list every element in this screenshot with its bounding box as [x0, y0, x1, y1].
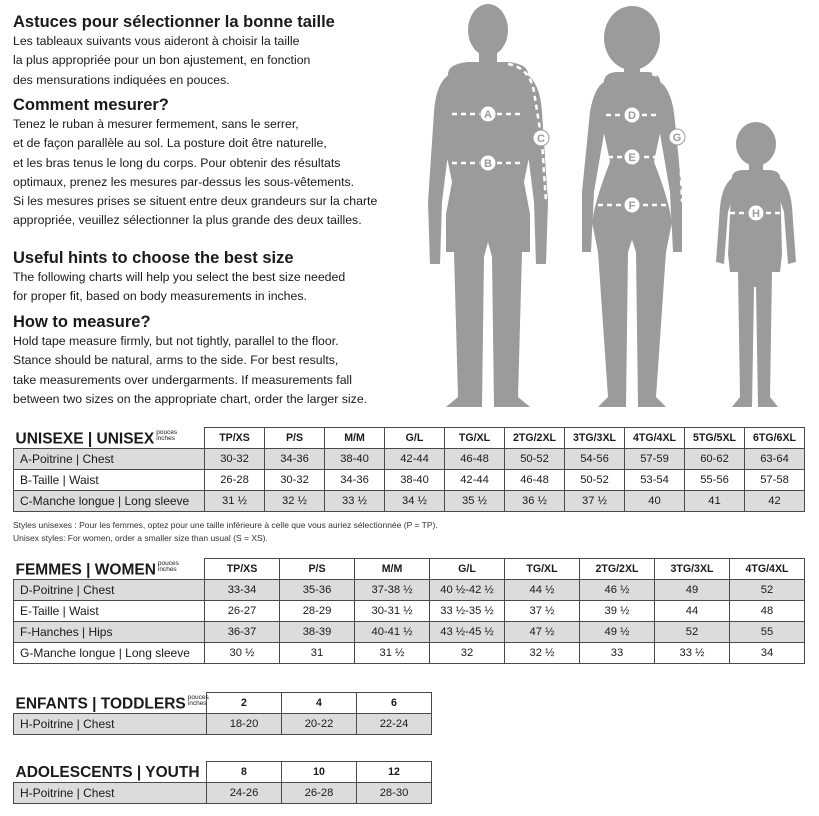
en-measure-line: Hold tape measure firmly, but not tightly, parallel to the floor. — [13, 334, 339, 348]
table-cell: 33 — [580, 643, 655, 664]
en-measure-block — [13, 312, 413, 409]
table-cell: 37 ½ — [505, 601, 580, 622]
table-cell: 32 ½ — [265, 491, 325, 512]
units-fr: pouces — [156, 428, 178, 436]
table-cell: 35-36 — [280, 580, 355, 601]
en-measure-title: How to measure? — [13, 313, 151, 331]
size-header: 5TG/5XL — [685, 428, 745, 449]
marker-label: H — [752, 208, 760, 220]
en-intro-line: for proper fit, based on body measurements in inches. — [13, 289, 307, 304]
marker-label: B — [484, 158, 492, 170]
size-header: 4TG/4XL — [730, 559, 805, 580]
table-cell: 41 — [685, 491, 745, 512]
table-cell: 54-56 — [565, 449, 625, 470]
size-header: P/S — [265, 428, 325, 449]
row-label: H-Poitrine | Chest — [14, 783, 207, 804]
fr-measure-block — [13, 95, 413, 231]
table-cell: 24-26 — [207, 783, 282, 804]
table-cell: 38-39 — [280, 622, 355, 643]
units-fr: pouces — [157, 559, 179, 567]
table-cell: 49 ½ — [580, 622, 655, 643]
table-cell: 40 — [625, 491, 685, 512]
table-title — [14, 693, 207, 714]
table-cell: 26-27 — [205, 601, 280, 622]
table-title — [14, 428, 205, 449]
en-hints-block — [13, 248, 413, 307]
table-title-text: FEMMES | WOMEN — [15, 561, 156, 578]
table-cell: 39 ½ — [580, 601, 655, 622]
marker-a — [480, 106, 496, 122]
table-cell: 50-52 — [505, 449, 565, 470]
row-label: D-Poitrine | Chest — [14, 580, 205, 601]
fr-intro-line: Les tableaux suivants vous aideront à choisir la taille — [13, 34, 300, 48]
table-cell: 30-31 ½ — [355, 601, 430, 622]
marker-label: D — [628, 110, 636, 122]
table-cell: 49 — [655, 580, 730, 601]
row-label: H-Poitrine | Chest — [14, 714, 207, 735]
fr-measure-line: appropriée, veuillez sélectionner la plus grande des deux tailles. — [13, 213, 362, 228]
table-row — [14, 470, 805, 491]
table-cell: 34-36 — [265, 449, 325, 470]
units-fr: pouces — [187, 693, 209, 701]
table-cell: 40 ½-42 ½ — [430, 580, 505, 601]
table-cell: 37-38 ½ — [355, 580, 430, 601]
marker-label: E — [628, 152, 636, 164]
table-cell: 47 ½ — [505, 622, 580, 643]
en-hints-title: Useful hints to choose the best size — [13, 249, 294, 267]
size-header: 8 — [207, 762, 282, 783]
size-header: TG/XL — [505, 559, 580, 580]
marker-h — [748, 205, 764, 221]
marker-d — [624, 107, 640, 123]
table-row — [14, 491, 805, 512]
fr-measure-line: Si les mesures prises se situent entre deux grandeurs sur la charte — [13, 194, 378, 209]
units-en: inches — [157, 566, 177, 573]
table-title — [14, 559, 205, 580]
table-cell: 46 ½ — [580, 580, 655, 601]
table-cell: 55 — [730, 622, 805, 643]
table-cell: 36-37 — [205, 622, 280, 643]
table-cell: 32 ½ — [505, 643, 580, 664]
size-header: 2 — [207, 693, 282, 714]
en-measure-line: Stance should be natural, arms to the side. For best results, — [13, 353, 339, 368]
fr-intro-text — [13, 32, 413, 90]
size-header: M/M — [325, 428, 385, 449]
size-header: TP/XS — [205, 428, 265, 449]
table-row — [14, 601, 805, 622]
table-cell: 26-28 — [205, 470, 265, 491]
table-title: ADOLESCENTS | YOUTH — [15, 764, 200, 781]
size-header: 6TG/6XL — [745, 428, 805, 449]
table-cell: 31 ½ — [205, 491, 265, 512]
table-cell: 33 ½-35 ½ — [430, 601, 505, 622]
row-label: G-Manche longue | Long sleeve — [14, 643, 205, 664]
size-header: 4TG/4XL — [625, 428, 685, 449]
table-cell: 34-36 — [325, 470, 385, 491]
table-cell: 18-20 — [207, 714, 282, 735]
units-en: inches — [156, 435, 176, 442]
toddlers-size-table — [13, 692, 432, 735]
table-cell: 20-22 — [282, 714, 357, 735]
size-header: TG/XL — [445, 428, 505, 449]
table-row — [14, 643, 805, 664]
fr-measure-text — [13, 115, 413, 231]
youth-size-table — [13, 761, 432, 804]
en-intro-line: The following charts will help you select the best size needed — [13, 270, 346, 284]
marker-b — [480, 155, 496, 171]
table-cell: 63-64 — [745, 449, 805, 470]
marker-c — [533, 130, 549, 146]
marker-label: A — [484, 109, 492, 121]
size-header: 4 — [282, 693, 357, 714]
table-cell: 28-29 — [280, 601, 355, 622]
size-header: 2TG/2XL — [580, 559, 655, 580]
size-header: G/L — [385, 428, 445, 449]
size-header: 3TG/3XL — [655, 559, 730, 580]
table-row — [14, 580, 805, 601]
table-cell: 30-32 — [205, 449, 265, 470]
fr-intro-line: la plus appropriée pour un bon ajustement, en fonction — [13, 53, 311, 68]
table-cell: 42-44 — [385, 449, 445, 470]
table-cell: 38-40 — [385, 470, 445, 491]
row-label: A-Poitrine | Chest — [14, 449, 205, 470]
table-cell: 57-59 — [625, 449, 685, 470]
table-title-text: ENFANTS | TODDLERS — [15, 695, 186, 712]
table-cell: 48 — [730, 601, 805, 622]
table-cell: 32 — [430, 643, 505, 664]
fr-measure-line: optimaux, prenez les mesures par-dessus les sous-vêtements. — [13, 174, 355, 189]
fr-measure-line: Tenez le ruban à mesurer fermement, sans le serrer, — [13, 117, 299, 131]
table-cell: 30-32 — [265, 470, 325, 491]
table-cell: 31 ½ — [355, 643, 430, 664]
table-cell: 44 ½ — [505, 580, 580, 601]
size-header: M/M — [355, 559, 430, 580]
size-header: 2TG/2XL — [505, 428, 565, 449]
en-measure-line: take measurements over undergarments. If measurements fall — [13, 372, 352, 387]
table-cell: 60-62 — [685, 449, 745, 470]
table-cell: 46-48 — [505, 470, 565, 491]
table-cell: 57-58 — [745, 470, 805, 491]
row-label: B-Taille | Waist — [14, 470, 205, 491]
marker-label: F — [628, 200, 636, 212]
table-cell: 35 ½ — [445, 491, 505, 512]
table-cell: 50-52 — [565, 470, 625, 491]
table-row — [14, 622, 805, 643]
marker-e — [624, 149, 640, 165]
table-cell: 43 ½-45 ½ — [430, 622, 505, 643]
row-label: E-Taille | Waist — [14, 601, 205, 622]
row-label: C-Manche longue | Long sleeve — [14, 491, 205, 512]
size-header: TP/XS — [205, 559, 280, 580]
table-row — [14, 714, 432, 735]
table-cell: 33-34 — [205, 580, 280, 601]
table-cell: 40-41 ½ — [355, 622, 430, 643]
fr-intro-line: des mensurations indiquées en pouces. — [13, 72, 230, 87]
fr-measure-title: Comment mesurer? — [13, 96, 169, 114]
fr-measure-line: et de façon parallèle au sol. La posture doit être naturelle, — [13, 136, 327, 151]
table-cell: 26-28 — [282, 783, 357, 804]
fr-measure-line: et les bras tenus le long du corps. Pour obtenir des résultats — [13, 155, 341, 170]
size-header: 3TG/3XL — [565, 428, 625, 449]
body-measurement-figures — [418, 2, 813, 414]
table-row — [14, 449, 805, 470]
table-cell: 33 ½ — [655, 643, 730, 664]
fr-hints-title: Astuces pour sélectionner la bonne taille — [13, 13, 335, 31]
unisex-notes — [13, 519, 438, 544]
en-intro-text — [13, 268, 413, 307]
table-cell: 34 — [730, 643, 805, 664]
table-cell: 38-40 — [325, 449, 385, 470]
marker-label: C — [537, 133, 545, 145]
size-header: 12 — [357, 762, 432, 783]
note-line: Styles unisexes : Pour les femmes, optez pour une taille inférieure à celle que vous auriez sélectionnée (P = TP). — [13, 520, 438, 530]
table-cell: 46-48 — [445, 449, 505, 470]
table-cell: 30 ½ — [205, 643, 280, 664]
marker-f — [624, 197, 640, 213]
en-measure-text — [13, 332, 413, 409]
table-cell: 53-54 — [625, 470, 685, 491]
marker-g — [669, 129, 685, 145]
units-en: inches — [187, 700, 207, 707]
table-title-text: UNISEXE | UNISEX — [15, 430, 155, 447]
note-line: Unisex styles: For women, order a smaller size than usual (S = XS). — [13, 532, 268, 543]
table-cell: 42 — [745, 491, 805, 512]
units-label — [158, 561, 179, 574]
size-header: 10 — [282, 762, 357, 783]
table-cell: 36 ½ — [505, 491, 565, 512]
table-cell: 44 — [655, 601, 730, 622]
table-cell: 52 — [655, 622, 730, 643]
units-label — [156, 430, 177, 443]
women-size-table — [13, 558, 805, 664]
table-cell: 52 — [730, 580, 805, 601]
table-cell: 37 ½ — [565, 491, 625, 512]
table-cell: 28-30 — [357, 783, 432, 804]
size-header: P/S — [280, 559, 355, 580]
table-cell: 55-56 — [685, 470, 745, 491]
size-header: G/L — [430, 559, 505, 580]
size-header: 6 — [357, 693, 432, 714]
row-label: F-Hanches | Hips — [14, 622, 205, 643]
units-label — [188, 695, 209, 708]
table-cell: 42-44 — [445, 470, 505, 491]
table-cell: 31 — [280, 643, 355, 664]
table-cell: 33 ½ — [325, 491, 385, 512]
child-silhouette — [716, 122, 796, 407]
table-cell: 22-24 — [357, 714, 432, 735]
table-cell: 34 ½ — [385, 491, 445, 512]
unisex-size-table — [13, 427, 805, 512]
fr-hints-block — [13, 12, 413, 90]
man-silhouette — [428, 4, 548, 407]
marker-label: G — [672, 132, 682, 144]
en-measure-line: between two sizes on the appropriate chart, order the larger size. — [13, 391, 368, 406]
table-row — [14, 783, 432, 804]
